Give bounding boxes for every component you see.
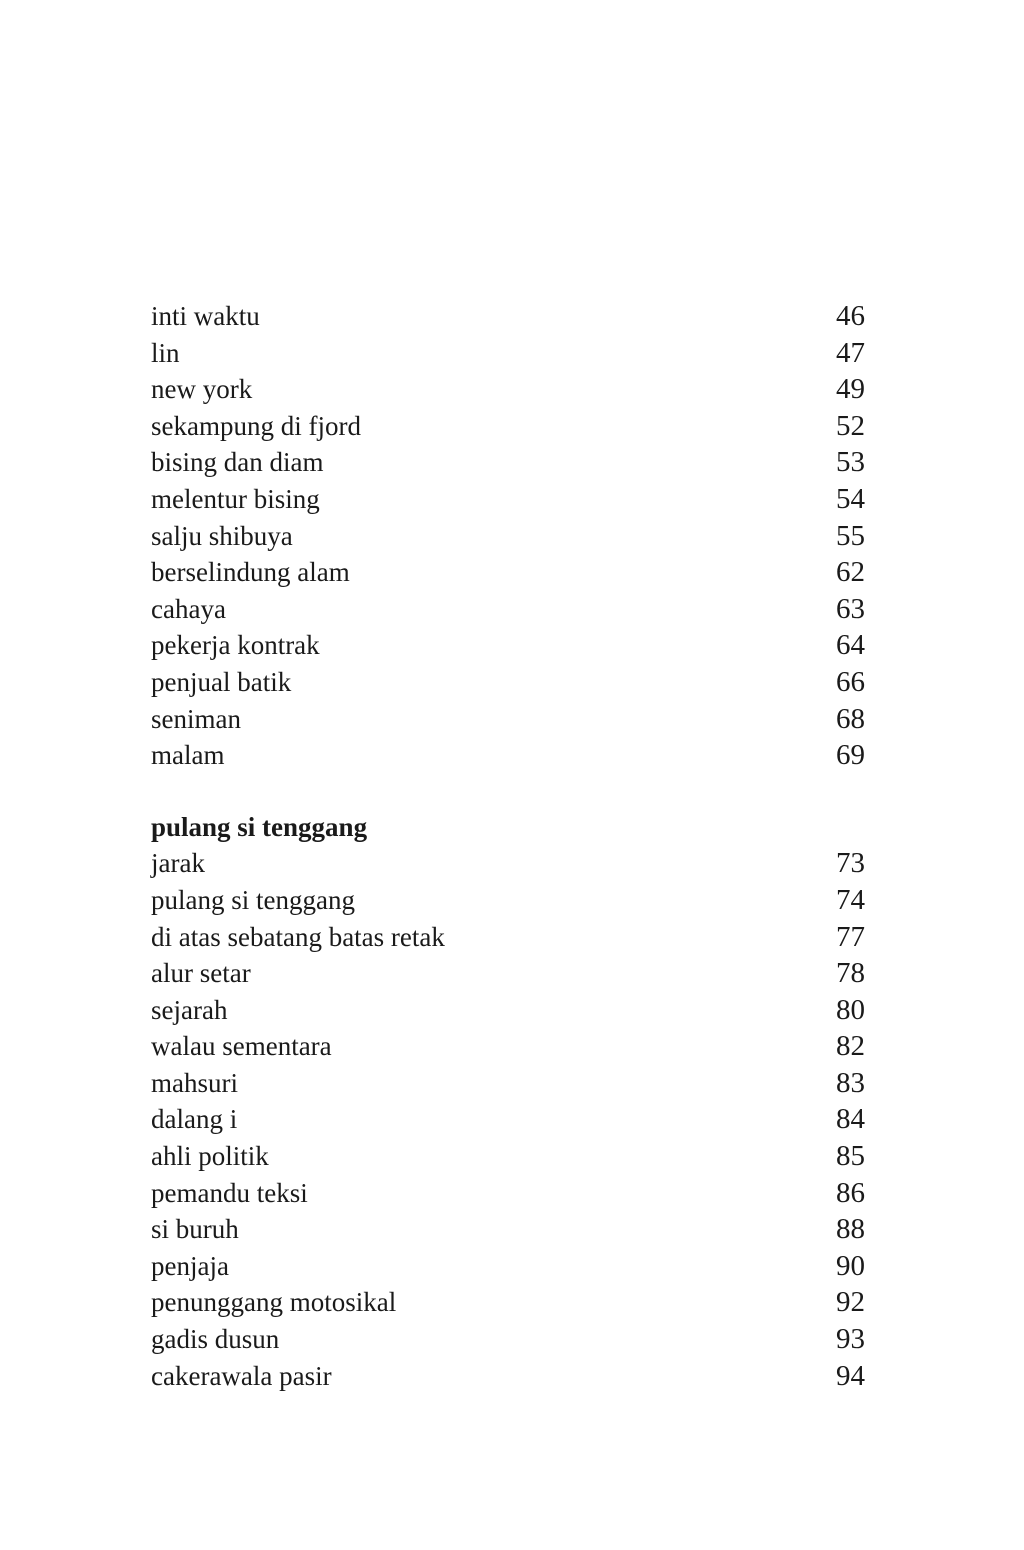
toc-entry-page: 84 [836,1103,865,1136]
toc-entry-page: 90 [836,1249,865,1282]
toc-entry-page: 52 [836,409,865,442]
toc-entry [151,1211,865,1248]
toc-entry-title: cahaya [151,593,226,624]
toc-entry-page: 49 [836,373,865,406]
toc-entry-title: sekampung di fjord [151,410,361,441]
toc-entry-page: 62 [836,556,865,589]
toc-entry-page: 68 [836,702,865,735]
toc-entry-page: 73 [836,847,865,880]
toc-entry-page: 53 [836,446,865,479]
toc-entry [151,737,865,774]
toc-entry-page: 93 [836,1323,865,1356]
toc-entry-title: penjaja [151,1250,229,1281]
toc-entry [151,371,865,408]
toc-entry-title: penjual batik [151,666,292,697]
toc-entry-page: 55 [836,519,865,552]
toc-entry-title: gadis dusun [151,1324,280,1355]
toc-entry-title: seniman [151,703,241,734]
toc-entry [151,1175,865,1212]
toc-entry-title: mahsuri [151,1067,238,1098]
toc-entry-page: 63 [836,592,865,625]
toc-entry-title: si buruh [151,1214,239,1245]
toc-entry [151,664,865,701]
toc-entry-page: 74 [836,883,865,916]
toc-entry [151,955,865,992]
toc-entry-title: bising dan diam [151,447,324,478]
section-title: pulang si tenggang [151,811,368,842]
toc-entry-title: inti waktu [151,301,260,331]
toc-entry-page: 85 [836,1140,865,1173]
toc-entry-title: new york [151,374,253,405]
toc-entry [151,992,865,1029]
toc-entry-page: 94 [836,1359,865,1392]
toc-entry [151,1065,865,1102]
toc-entry-title: salju shibuya [151,520,293,551]
toc-entry-title: malam [151,740,225,771]
toc-entry-title: dalang i [151,1104,238,1135]
toc-entry-page: 80 [836,993,865,1026]
toc-entry [151,627,865,664]
toc-entry [151,1138,865,1175]
toc-entry-title: jarak [151,848,205,879]
toc-entry-page: 86 [836,1176,865,1209]
toc-group-1 [151,298,865,774]
toc-entry [151,1358,865,1395]
toc-entry [151,845,865,882]
toc-entry-title: penunggang motosikal [151,1287,397,1318]
toc-entry-page: 54 [836,482,865,515]
toc-entry-title: lin [151,337,180,368]
toc-entry-title: di atas sebatang batas retak [151,921,445,952]
toc-entry [151,1284,865,1321]
toc-entry [151,1101,865,1138]
toc-entry-title: pekerja kontrak [151,630,320,661]
toc-entry [151,701,865,738]
toc-entry-title: cakerawala pasir [151,1360,332,1391]
toc-entry [151,408,865,445]
toc-entry [151,444,865,481]
toc-entry-title: melentur bising [151,483,320,514]
toc-entry [151,554,865,591]
toc-entry-page: 46 [836,300,865,332]
toc-entry-page: 77 [836,920,865,953]
toc-entry-title: alur setar [151,958,251,989]
toc-entry-title: walau sementara [151,1031,332,1062]
toc-entry [151,481,865,518]
toc-entry [151,335,865,372]
toc-entry [151,919,865,956]
toc-entry [151,298,865,335]
toc-entry [151,518,865,555]
toc-entry [151,1248,865,1285]
toc-entry [151,882,865,919]
toc-entry-title: pemandu teksi [151,1177,308,1208]
toc-group-2 [151,809,865,1395]
toc-entry-page: 82 [836,1030,865,1063]
toc-entry-page: 66 [836,665,865,698]
toc-entry-title: sejarah [151,994,228,1025]
toc-entry-title: ahli politik [151,1141,269,1172]
toc-entry [151,1028,865,1065]
toc-entry-page: 88 [836,1213,865,1246]
toc-entry-page: 83 [836,1066,865,1099]
toc-entry [151,1321,865,1358]
toc-entry [151,591,865,628]
toc-entry-page: 78 [836,957,865,990]
toc-entry-title: berselindung alam [151,557,350,588]
toc-entry-page: 47 [836,336,865,369]
toc-entry-page: 92 [836,1286,865,1319]
table-of-contents [151,298,865,1394]
toc-entry-page: 64 [836,629,865,662]
toc-entry-page: 69 [836,739,865,772]
toc-entry-title: pulang si tenggang [151,884,355,915]
